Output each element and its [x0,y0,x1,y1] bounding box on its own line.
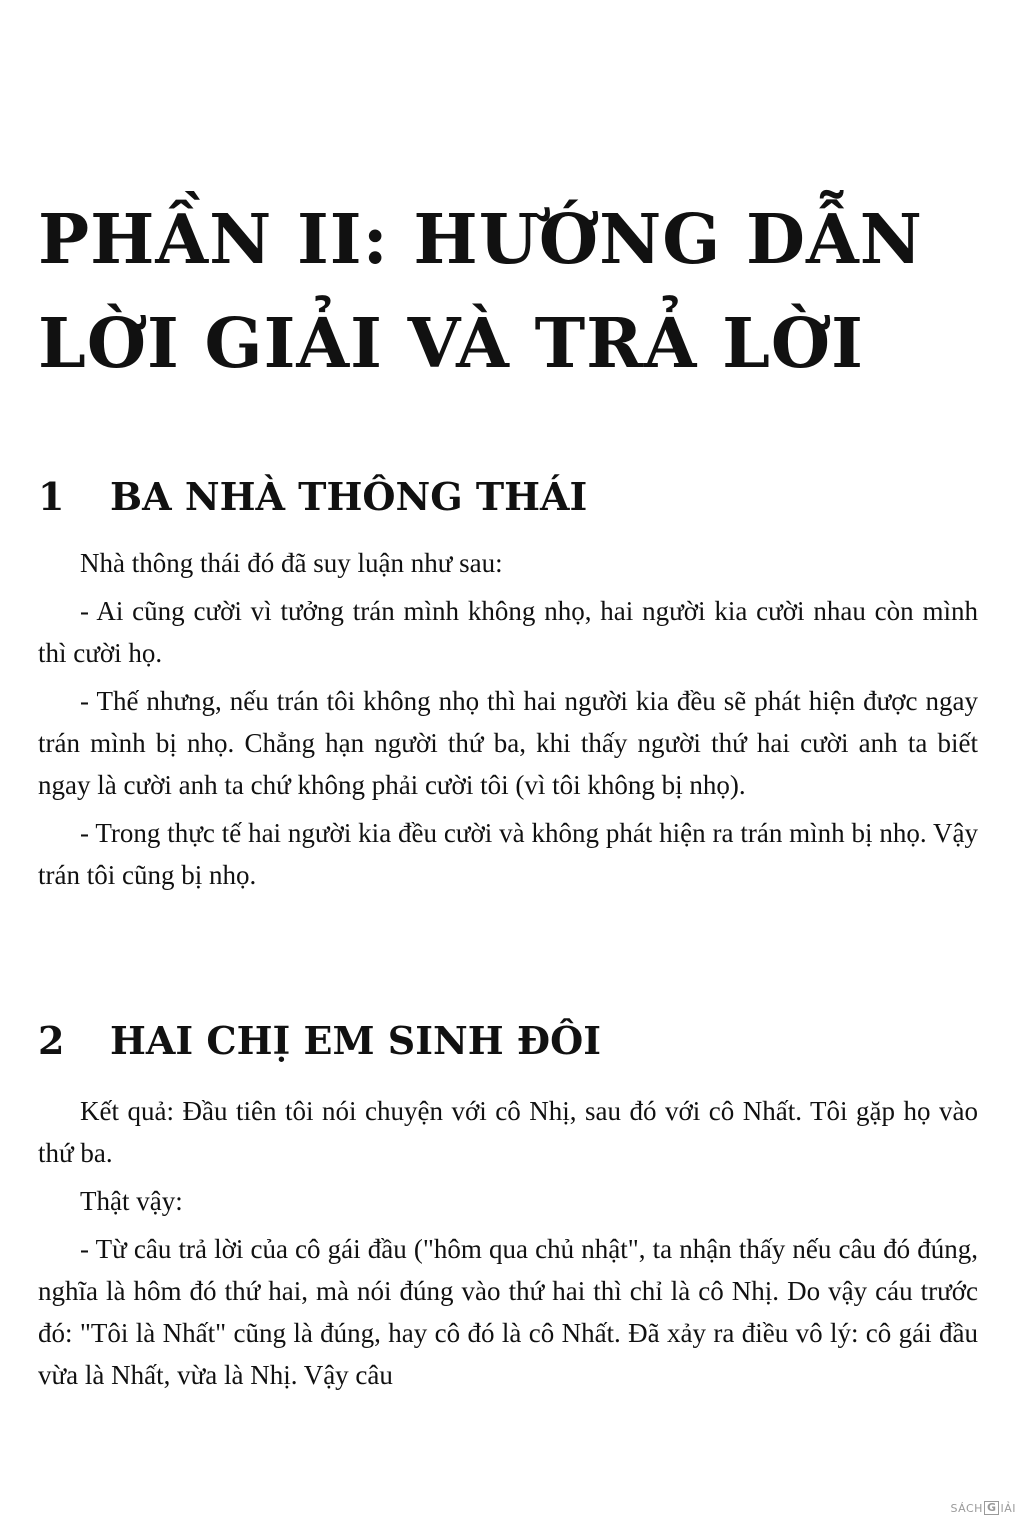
paragraph: Thật vậy: [80,1186,183,1216]
paragraph: - Từ câu trả lời của cô gái đầu ("hôm qua chủ nhật", ta nhận thấy nếu câu đó đúng, nghĩa là hôm đó thứ hai, mà nói đúng vào thứ hai thì chỉ là cô Nhị. Do vậy cáu trước đó: "Tôi là Nhất" cũng là đúng, hay cô đó là cô Nhất. Đã xảy ra điều vô lý: cô gái đầu vừa là Nhất, vừa là Nhị. Vậy câu [38,1234,978,1390]
paragraph: Kết quả: Đầu tiên tôi nói chuyện với cô Nhị, sau đó với cô Nhất. Tôi gặp họ vào thứ ba. [38,1096,978,1168]
part-title-line-1: PHẦN II: HƯỚNG DẪN [38,200,923,280]
section-title: HAI CHỊ EM SINH ĐÔI [110,1018,601,1063]
section-heading [38,1016,978,1066]
part-title-line-2: LỜI GIẢI VÀ TRẢ LỜI [38,304,864,384]
watermark-logo [950,1501,1016,1515]
paragraph: - Thế nhưng, nếu trán tôi không nhọ thì hai người kia đều sẽ phát hiện được ngay trán mình bị nhọ. Chẳng hạn người thứ ba, khi thấy người thứ hai cười anh ta biết ngay là cười anh ta chứ không phải cười tôi (vì tôi không bị nhọ). [38,686,978,800]
section-number: 1 [38,474,65,519]
section-heading [38,472,978,522]
section-1 [38,472,978,896]
part-title [38,188,998,396]
paragraph: Nhà thông thái đó đã suy luận như sau: [80,548,503,578]
watermark-text-left: SÁCH [950,1501,983,1515]
section-title: BA NHÀ THÔNG THÁI [110,474,588,519]
watermark-text-right: IẢI [1000,1501,1016,1515]
section-2 [38,1016,978,1396]
watermark-box-letter: G [984,1501,1000,1515]
paragraph: - Ai cũng cười vì tưởng trán mình không nhọ, hai người kia cười nhau còn mình thì cười họ. [38,596,978,668]
section-number: 2 [38,1018,65,1063]
paragraph: - Trong thực tế hai người kia đều cười và không phát hiện ra trán mình bị nhọ. Vậy trán tôi cũng bị nhọ. [38,818,978,890]
